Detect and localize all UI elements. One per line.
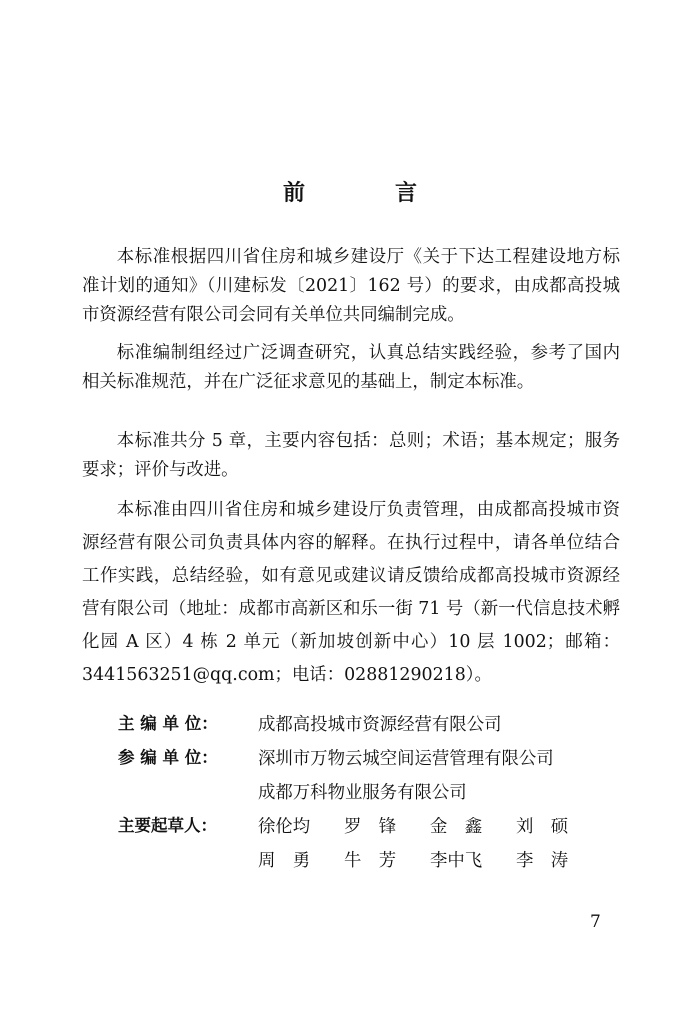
preface-paragraph-4: 本标准由四川省住房和城乡建设厅负责管理，由成都高投城市资源经营有限公司负责具体内容的解释。在执行过程中，请各单位结合工作实践，总结经验，如有意见或建议请反馈给成都高投城市资源经营有限公司（地址：成都市高新区和乐一街 71 号（新一代信息技术孵化园 A 区）4 栋 2 单元（新加坡创新中心）10 层 1002；邮箱：3441563251@qq.com；电话：02881290218）。 [82,500,620,685]
preface-paragraph-2: 标准编制组经过广泛调查研究，认真总结实践经验，参考了国内相关标准规范，并在广泛征求意见的基础上，制定本标准。 [82,343,620,392]
drafters-row-2 [118,841,602,875]
drafter-name: 徐伦均 [258,816,311,837]
drafter-name: 金 鑫 [430,816,483,837]
drafter-name: 李 涛 [516,850,569,871]
preface-paragraph-3: 本标准共分 5 章，主要内容包括：总则；术语；基本规定；服务要求；评价与改进。 [82,431,620,480]
participating-unit-label: 参 编 单 位： [118,748,218,767]
participating-unit-value: 深圳市万物云城空间运营管理有限公司 [258,748,554,769]
chief-unit-row [118,705,602,739]
page-number: 7 [590,912,601,932]
drafters-label: 主要起草人： [118,816,217,835]
drafters-list [258,846,602,871]
drafters-list [258,812,602,837]
participating-unit-row-2 [118,773,602,807]
drafter-name: 牛 芳 [344,850,397,871]
participating-unit-row [118,739,602,773]
participating-unit-value: 成都万科物业服务有限公司 [258,782,467,803]
chief-unit-label: 主 编 单 位： [118,714,218,733]
page-title: 前 言 [282,181,451,206]
drafter-name: 罗 锋 [344,816,397,837]
drafter-name: 周 勇 [258,850,311,871]
drafter-name: 李中飞 [430,850,483,871]
chief-unit-value: 成都高投城市资源经营有限公司 [258,714,502,735]
preface-paragraph-1: 本标准根据四川省住房和城乡建设厅《关于下达工程建设地方标准计划的通知》（川建标发〔2021〕162 号）的要求，由成都高投城市资源经营有限公司会同有关单位共同编制完成。 [82,247,620,325]
drafter-name: 刘 硕 [516,816,569,837]
drafters-row [118,807,602,841]
credits-section [118,705,602,875]
